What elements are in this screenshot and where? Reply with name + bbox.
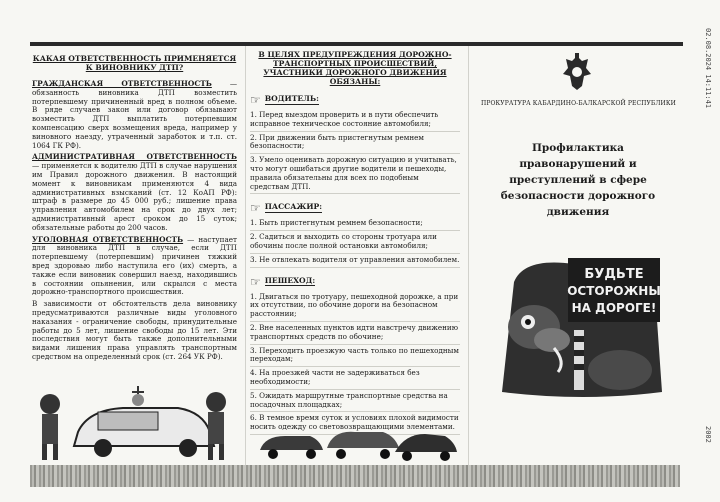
- coat-of-arms-emblem: [560, 52, 594, 92]
- admin-text: — применяется к водителю ДТП в случае нарушения им Правил дорожного движения. В настоящий момент к виновникам применяются 4 вида административных взысканий (ст. 12 КоАП РФ): штраф в размере до 45 000 руб.; лишение права управления автомобилем на срок до двух лет; административный арест сроком до 15 суток; обязательные работы до 200 часов.: [32, 161, 237, 232]
- list-item: 4. На проезжей части не задерживаться без необходимости;: [250, 368, 460, 390]
- passenger-label: ПАССАЖИР:: [264, 202, 323, 212]
- closing-paragraph: В зависимости от обстоятельств дела виновнику предусматриваются различные виды уголовного наказания - ограничение свободы, принудительные работы до 5 лет, лишение свободы до 15 лет. Эти последствия могут быть также дополнительными видами лишения права управлять транспортным средством на определенный срок (ст. 264 УК РФ).: [32, 299, 237, 361]
- fold-line-right: [468, 46, 469, 466]
- list-item: 3. Умело оценивать дорожную ситуацию и учитывать, что могут ошибаться другие водители и пешеходы, правила обязательны для всех по подобным средствам ДТП.: [250, 155, 460, 194]
- traffic-police-scene-illustration: [28, 372, 243, 464]
- pointing-hand-icon: ☞: [250, 201, 261, 216]
- list-item: 2. Вне населенных пунктов идти навстречу движению транспортных средств по обочине;: [250, 323, 460, 345]
- pointing-hand-icon: ☞: [250, 93, 261, 107]
- careful-on-road-illustration: [494, 252, 666, 402]
- organization-name: ПРОКУРАТУРА КАБАРДИНО-БАЛКАРСКОЙ РЕСПУБЛИКИ: [481, 100, 676, 107]
- fold-line-left: [245, 46, 246, 466]
- criminal-heading: УГОЛОВНАЯ ОТВЕТСТВЕННОСТЬ: [32, 234, 184, 244]
- civil-text: — обязанность виновника ДТП возместить потерпевшему причиненный вред в полном объеме. В ряде случаев закон или договор обязывают возместить ДТП выплатить потерпевшим компенсацию сверх возмещения вреда, например у виновного наезду, утраченный заработок и т.п. ст. 1064 ГК РФ).: [32, 79, 237, 150]
- list-item: 1. Двигаться по тротуару, пешеходной дорожке, а при их отсутствии, по обочине дороги на безопасном расстоянии;: [250, 292, 460, 322]
- list-item: 1. Быть пристегнутым ремнем безопасности;: [250, 218, 460, 231]
- top-rule: [30, 42, 683, 46]
- margin-stamp-bottom: 2002: [704, 426, 712, 443]
- list-item: 2. При движении быть пристегнутым ремнем безопасности;: [250, 133, 460, 155]
- list-item: 5. Ожидать маршрутные транспортные средства на посадочных площадках;: [250, 391, 460, 413]
- civil-paragraph: [32, 80, 237, 150]
- civil-heading: ГРАЖДАНСКАЯ ОТВЕТСТВЕННОСТЬ: [32, 79, 212, 88]
- responsibility-column: [32, 54, 237, 365]
- admin-heading: АДМИНИСТРАТИВНАЯ ОТВЕТСТВЕННОСТЬ: [32, 152, 237, 162]
- list-item: 2. Садиться и выходить со стороны тротуара или обочины после полной остановки автомобиля;: [250, 232, 460, 254]
- duties-column: [250, 50, 460, 436]
- svg-text:БУДЬТЕ: БУДЬТЕ: [584, 267, 644, 282]
- margin-stamp-top: 02.08.2024 14:11:41: [704, 28, 712, 109]
- svg-text:НА ДОРОГЕ!: НА ДОРОГЕ!: [571, 301, 657, 315]
- admin-paragraph: [32, 153, 237, 232]
- pedestrian-label: ПЕШЕХОД:: [264, 275, 316, 285]
- driver-label: ВОДИТЕЛЬ:: [264, 94, 319, 104]
- margin-stamp: [686, 20, 716, 140]
- pedestrian-header: [250, 276, 460, 288]
- bottom-decorative-stripe: [30, 465, 680, 487]
- list-item: 1. Перед выездом проверить и в пути обеспечить исправное техническое состояние автомобиля;: [250, 110, 460, 132]
- list-item: 3. Не отвлекать водителя от управления автомобилем.: [250, 255, 460, 268]
- cars-accident-illustration: [255, 418, 460, 464]
- margin-stamp-bottom-box: [686, 420, 716, 480]
- svg-text:ОСТОРОЖНЫ: ОСТОРОЖНЫ: [567, 284, 661, 298]
- pointing-hand-icon: ☞: [250, 274, 261, 289]
- list-item: 6. В темное время суток и условиях плохой видимости носить одежду со световозвращающими элементами.: [250, 413, 460, 435]
- driver-header: [250, 94, 460, 106]
- duties-title: В ЦЕЛЯХ ПРЕДУПРЕЖДЕНИЯ ДОРОЖНО-ТРАНСПОРТНЫХ ПРОИСШЕСТВИЙ, УЧАСТНИКИ ДОРОЖНОГО ДВИЖЕНИЯ ОБЯЗАНЫ:: [258, 50, 452, 86]
- criminal-paragraph: [32, 236, 237, 298]
- list-item: 3. Переходить проезжую часть только по пешеходным переходам;: [250, 346, 460, 368]
- responsibility-title: КАКАЯ ОТВЕТСТВЕННОСТЬ ПРИМЕНЯЕТСЯ К ВИНОВНИКУ ДТП?: [32, 54, 237, 72]
- criminal-text: — наступает для виновника ДТП в случае, если ДТП потерпевшему (потерпевшим) причинен тяжкий вред здоровью либо наступила его (их) смерть, а также если виновник совершил наезд, находившись в состоянии опьянения, или скрылся с места дорожно-транспортного происшествия.: [32, 234, 237, 297]
- booklet-title: Профилактика правонарушений и преступлений в сфере безопасности дорожного движения: [500, 142, 656, 218]
- passenger-header: [250, 202, 460, 214]
